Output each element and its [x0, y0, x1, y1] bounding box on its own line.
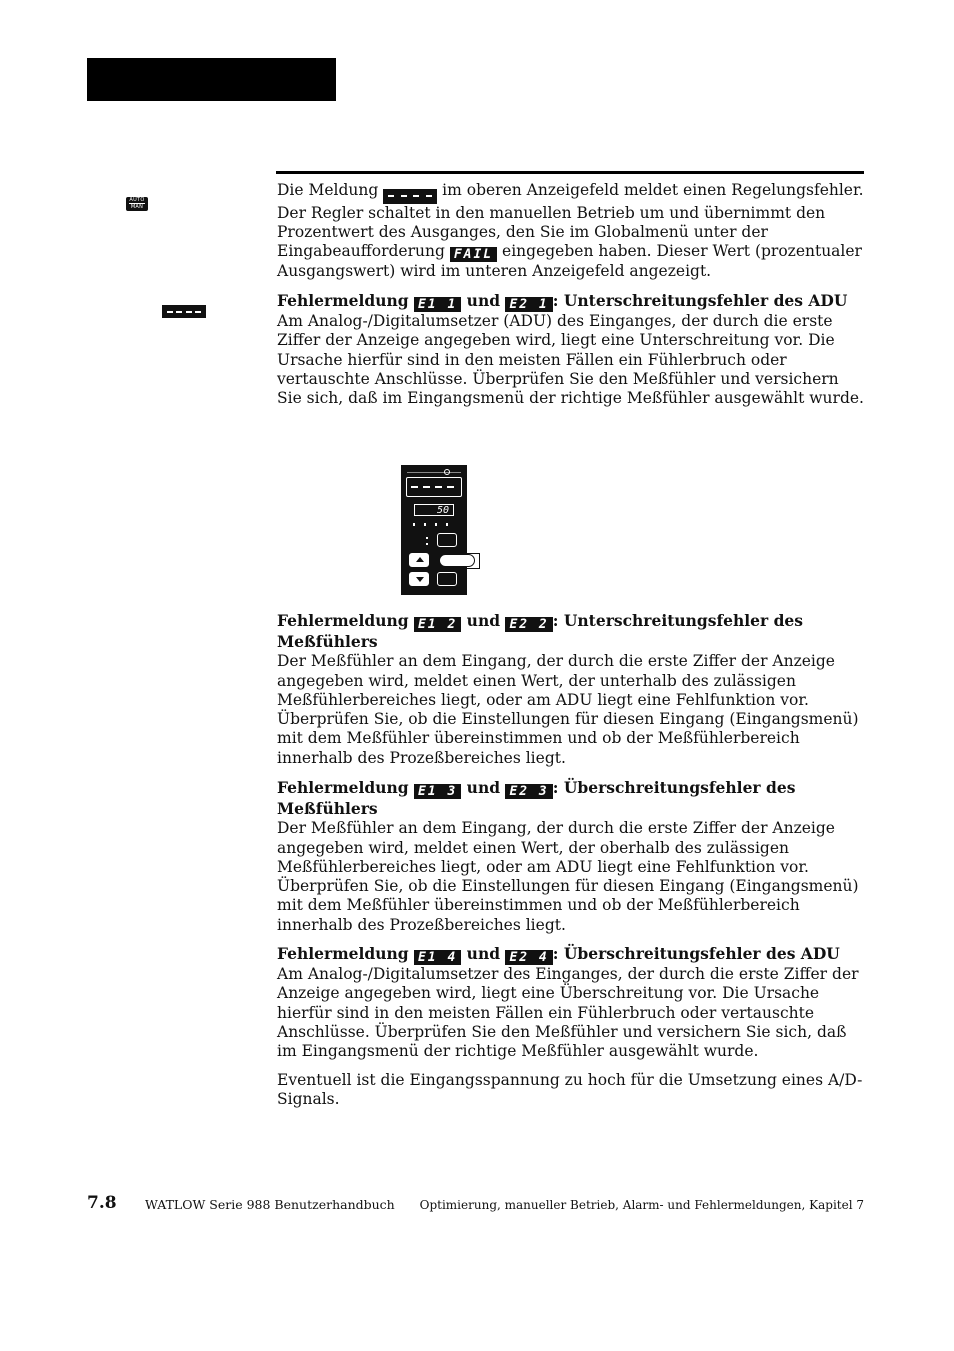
code-e1-1: E1 1 [414, 297, 461, 312]
lower-display: 50 [414, 504, 454, 516]
section-e1 [277, 291, 867, 408]
mode-key [437, 572, 457, 586]
header-bar [87, 58, 336, 101]
up-key [409, 553, 429, 567]
arrow-down-icon [416, 577, 424, 582]
section-e3 [277, 778, 867, 935]
closing-paragraph [277, 1071, 867, 1110]
section-rule [276, 171, 864, 174]
s3-und: und [461, 778, 506, 797]
s4-title: : Überschreitungsfehler des ADU [552, 944, 840, 963]
intro-text-1: Die Meldung [277, 181, 379, 199]
section-e2 [277, 611, 867, 768]
closing-text: Eventuell ist die Eingangsspannung zu hoch für die Umsetzung eines A/D-Signals. [277, 1071, 863, 1109]
auto-label: AUTO [129, 197, 145, 203]
section-e4 [277, 944, 867, 1061]
auto-man-key-icon [126, 197, 148, 211]
intro-text-2: im oberen Anzeigefeld meldet einen Regelungsfehler. Der Regler schaltet in den manuellen Betrieb um und übernimmt den Prozentwert des Ausganges, den Sie im Globalmenü unter der Eingabeaufforderung [277, 181, 864, 261]
s4-body: Am Analog-/Digitalumsetzer des Einganges, der durch die erste Ziffer der Anzeige angegeben wird, liegt eine Überschreitung vor. Die Ursache hierfür sind in den meisten Fällen ein Fühlerbruch oder vertauschte Anschlüsse. Überprüfen Sie den Meßfühler und versichern Sie sich, daß im Eingangsmenü der richtige Meßfühler ausgewählt wurde. [277, 965, 859, 1061]
code-e1-4: E1 4 [414, 950, 461, 965]
display-key [437, 533, 457, 547]
footer-manual-title: WATLOW Serie 988 Benutzerhandbuch [145, 1197, 395, 1212]
s2-pre: Fehlermeldung [277, 611, 414, 630]
dash-code-icon [383, 189, 437, 204]
code-e1-2: E1 2 [414, 617, 461, 632]
code-e1-3: E1 3 [414, 784, 461, 799]
upper-display [406, 477, 462, 497]
code-e2-3: E2 3 [505, 784, 552, 799]
intro-text-3: eingegeben haben. Dieser Wert (prozentualer Ausgangswert) wird im unteren Anzeigefeld angezeigt. [277, 242, 862, 281]
down-key [409, 572, 429, 586]
s4-und: und [461, 944, 506, 963]
intro-paragraph [277, 181, 867, 281]
footer-chapter-title: Optimierung, manueller Betrieb, Alarm- und Fehlermeldungen, Kapitel 7 [419, 1198, 864, 1212]
page-number: 7.8 [87, 1193, 117, 1213]
arrow-up-icon [416, 557, 424, 562]
status-leds [413, 523, 457, 526]
fail-code: FAIL [450, 247, 497, 262]
dash-display-icon [162, 305, 206, 318]
code-e2-4: E2 4 [505, 950, 552, 965]
s4-pre: Fehlermeldung [277, 944, 414, 963]
s3-title: : Überschreitungsfehler des Meßfühlers [277, 778, 796, 818]
s2-title: : Unterschreitungsfehler des Meßfühlers [277, 611, 804, 651]
controller-front-panel [401, 465, 467, 595]
s2-und: und [461, 611, 506, 630]
code-e2-2: E2 2 [505, 617, 552, 632]
s3-pre: Fehlermeldung [277, 778, 414, 797]
pointing-hand-icon [439, 554, 475, 567]
indicator-dot [444, 469, 450, 475]
s2-body: Der Meßfühler an dem Eingang, der durch die erste Ziffer der Anzeige angegeben wird, meldet einen Wert, der unterhalb des zulässigen Meßfühlerbereiches liegt, oder am ADU liegt eine Fehlfunktion vor. Überprüfen Sie, ob die Einstellungen für diesen Eingang (Eingangsmenü) mit dem Meßfühler übereinstimmen und ob der Meßfühlerbereich innerhalb des Prozeßbereiches liegt. [277, 652, 859, 767]
code-e2-1: E2 1 [505, 297, 552, 312]
s1-pre: Fehlermeldung [277, 291, 414, 310]
s1-body: Am Analog-/Digitalumsetzer (ADU) des Einganges, der durch die erste Ziffer der Anzeige angegeben wird, liegt eine Unterschreitung vor. Die Ursache hierfür sind in den meisten Fällen ein Fühlerbruch oder vertauschte Anschlüsse. Überprüfen Sie den Meßfühler und versichern Sie sich, daß im Eingangsmenü der richtige Meßfühler ausgewählt wurde. [277, 312, 864, 408]
s1-und: und [461, 291, 506, 310]
man-label: MAN [130, 204, 144, 210]
s3-body: Der Meßfühler an dem Eingang, der durch die erste Ziffer der Anzeige angegeben wird, meldet einen Wert, der oberhalb des zulässigen Meßfühlerbereiches liegt, oder am ADU liegt eine Fehlfunktion vor. Überprüfen Sie, ob die Einstellungen für diesen Eingang (Eingangsmenü) mit dem Meßfühler übereinstimmen und ob der Meßfühlerbereich innerhalb des Prozeßbereiches liegt. [277, 819, 859, 934]
s1-title: : Unterschreitungsfehler des ADU [552, 291, 848, 310]
